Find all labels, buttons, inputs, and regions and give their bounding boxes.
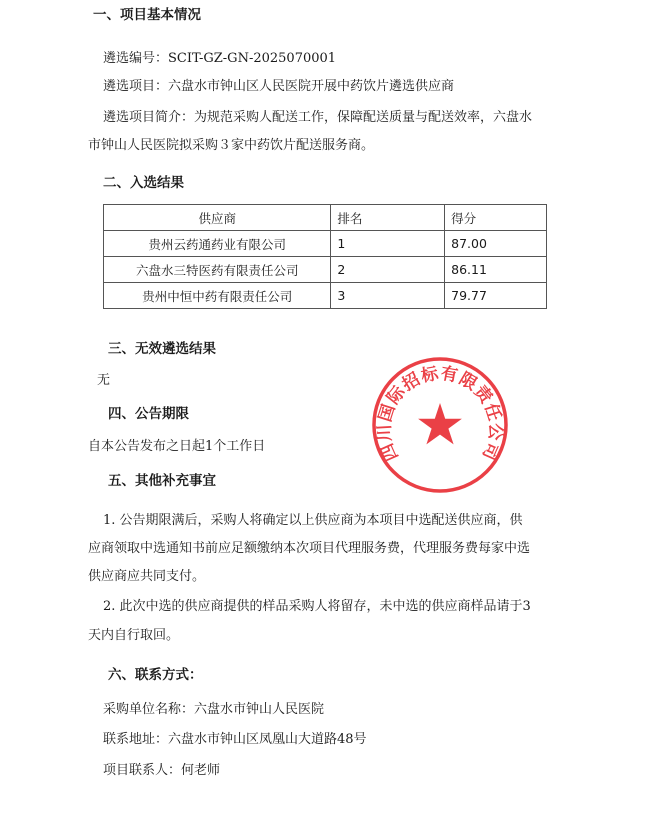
selection-project: 遴选项目：六盘水市钟山区人民医院开展中药饮片遴选供应商 bbox=[103, 79, 455, 94]
contact-address: 联系地址：六盘水市钟山区凤凰山大道路48号 bbox=[103, 732, 367, 747]
table-row bbox=[104, 257, 547, 283]
supplier-rank: 3 bbox=[331, 283, 445, 309]
supplement-item1-line3: 供应商应共同支付。 bbox=[88, 569, 206, 584]
supplier-score: 79.77 bbox=[445, 283, 547, 309]
section6-heading: 六、联系方式： bbox=[108, 667, 203, 683]
company-seal bbox=[370, 355, 510, 495]
supplier-score: 86.11 bbox=[445, 257, 547, 283]
table-row bbox=[104, 283, 547, 309]
supplier-name: 贵州中恒中药有限责任公司 bbox=[104, 283, 331, 309]
section5-heading: 五、其他补充事宜 bbox=[108, 473, 216, 489]
section4-heading: 四、公告期限 bbox=[108, 406, 189, 422]
supplier-name: 贵州云药通药业有限公司 bbox=[104, 231, 331, 257]
selection-code: 遴选编号：SCIT-GZ-GN-2025070001 bbox=[103, 51, 337, 66]
project-intro-line2: 市钟山人民医院拟采购３家中药饮片配送服务商。 bbox=[88, 138, 375, 153]
supplier-rank: 1 bbox=[331, 231, 445, 257]
supplier-name: 六盘水三特医药有限责任公司 bbox=[104, 257, 331, 283]
supplement-item1-line1: 1. 公告期限满后，采购人将确定以上供应商为本项目中选配送供应商，供 bbox=[103, 513, 523, 528]
seal-star-icon bbox=[418, 403, 462, 444]
column-header-rank: 排名 bbox=[331, 205, 445, 231]
project-intro-line1: 遴选项目简介：为规范采购人配送工作，保障配送质量与配送效率，六盘水 bbox=[103, 110, 533, 125]
table-row bbox=[104, 231, 547, 257]
section3-body: 无 bbox=[97, 373, 111, 388]
section4-body: 自本公告发布之日起1个工作日 bbox=[88, 439, 266, 454]
supplier-score: 87.00 bbox=[445, 231, 547, 257]
table-header-row bbox=[104, 205, 547, 231]
supplement-item1-line2: 应商领取中选通知书前应足额缴纳本次项目代理服务费，代理服务费每家中选 bbox=[88, 541, 531, 556]
seal-text: 四川国际招标有限责任公司 bbox=[374, 363, 506, 464]
project-contact: 项目联系人：何老师 bbox=[103, 763, 221, 778]
results-table bbox=[103, 204, 547, 309]
section1-heading: 一、项目基本情况 bbox=[93, 7, 201, 23]
column-header-supplier: 供应商 bbox=[104, 205, 331, 231]
section2-heading: 二、入选结果 bbox=[103, 175, 184, 191]
supplement-item2-line2: 天内自行取回。 bbox=[88, 628, 180, 643]
column-header-score: 得分 bbox=[445, 205, 547, 231]
supplement-item2-line1: 2. 此次中选的供应商提供的样品采购人将留存，未中选的供应商样品请于3 bbox=[103, 599, 531, 614]
supplier-rank: 2 bbox=[331, 257, 445, 283]
section3-heading: 三、无效遴选结果 bbox=[108, 341, 216, 357]
purchasing-unit: 采购单位名称：六盘水市钟山人民医院 bbox=[103, 702, 325, 717]
